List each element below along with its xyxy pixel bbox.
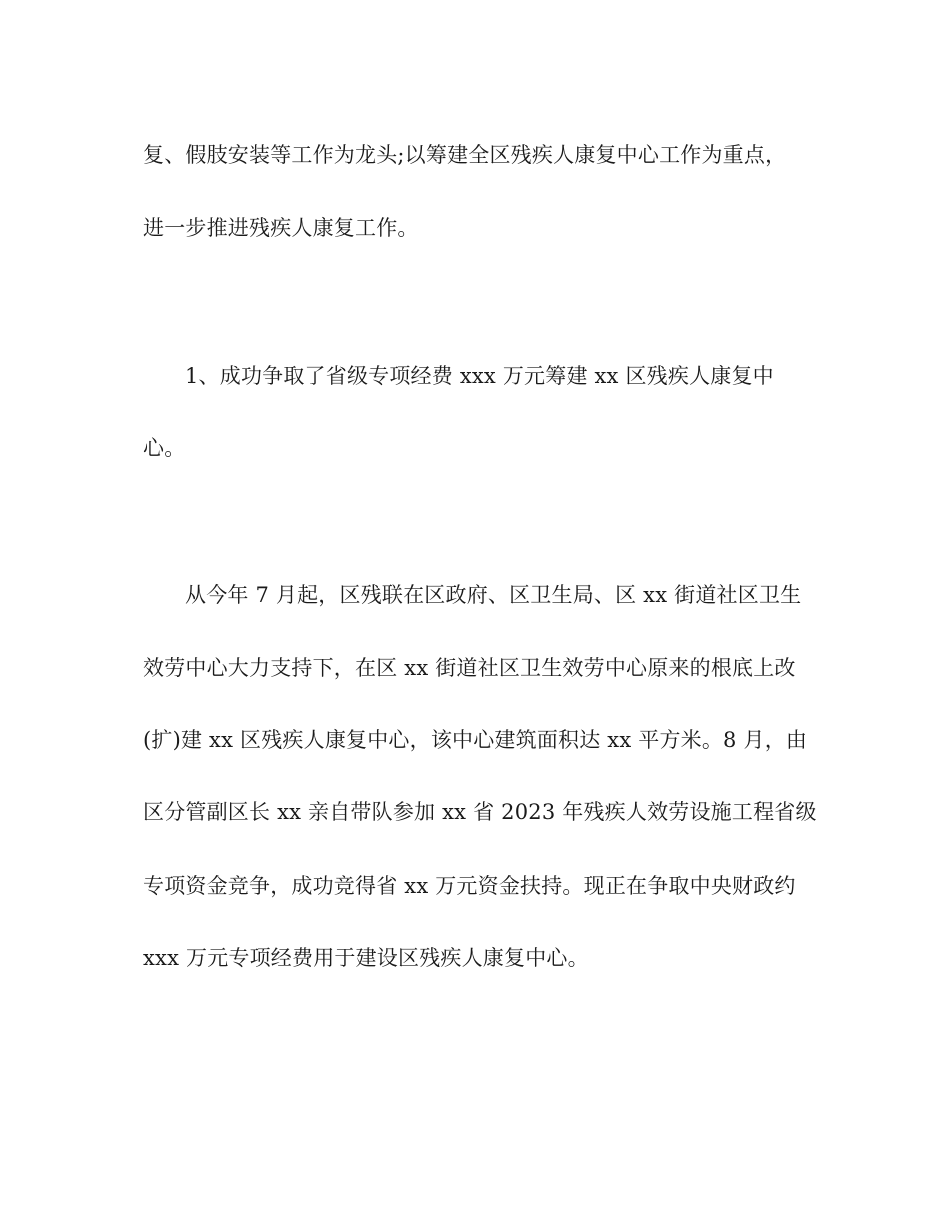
intro-paragraph-line-2: 进一步推进残疾人康复工作。 (143, 216, 419, 240)
body-paragraph-line-1: 从今年 7 月起，区残联在区政府、区卫生局、区 xx 街道社区卫生 (185, 583, 802, 607)
item-1-paragraph-line-2: 心。 (143, 436, 186, 460)
body-paragraph-line-2: 效劳中心大力支持下，在区 xx 街道社区卫生效劳中心原来的根底上改 (143, 656, 796, 680)
item-1-paragraph-line-1: 1、成功争取了省级专项经费 xxx 万元筹建 xx 区残疾人康复中 (185, 364, 774, 388)
body-paragraph-line-4: 区分管副区长 xx 亲自带队参加 xx 省 2023 年残疾人效劳设施工程省级 (143, 800, 817, 824)
body-paragraph-line-6: xxx 万元专项经费用于建设区残疾人康复中心。 (143, 946, 589, 970)
body-paragraph-line-3: (扩)建 xx 区残疾人康复中心，该中心建筑面积达 xx 平方米。8 月，由 (143, 728, 808, 752)
body-paragraph-line-5: 专项资金竞争，成功竞得省 xx 万元资金扶持。现正在争取中央财政约 (143, 874, 796, 898)
intro-paragraph-line-1: 复、假肢安装等工作为龙头;以筹建全区残疾人康复中心工作为重点， (143, 143, 787, 167)
